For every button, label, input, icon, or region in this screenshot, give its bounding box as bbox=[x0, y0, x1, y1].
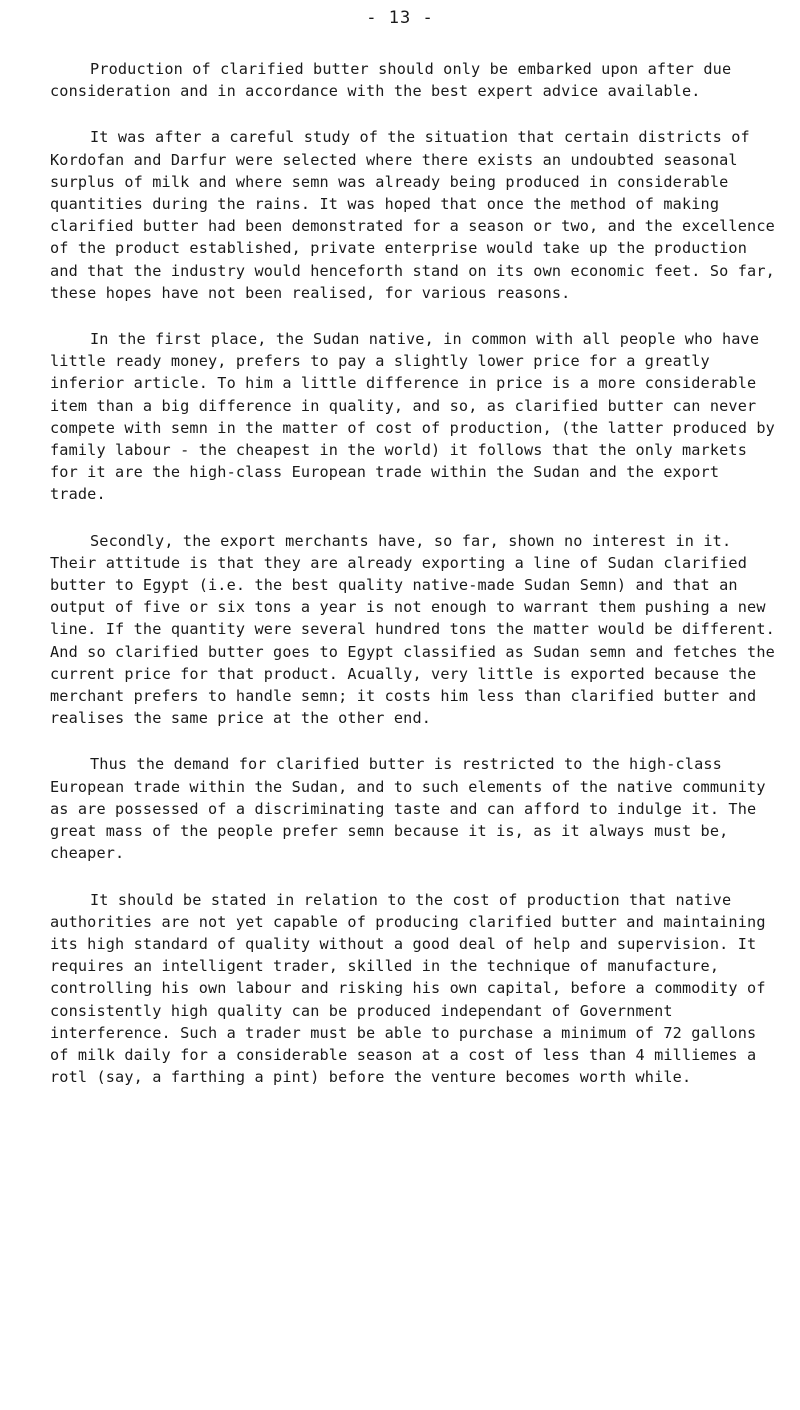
paragraph-4: Secondly, the export merchants have, so far, shown no interest in it. Their attitude is that they are already exporting a line of Sudan clarified butter to Egypt (i.e. the best quality native-made Sudan Semn) and that an output of five or six tons a year is not enough to warrant them pushing a new line. If the quantity were several hundred tons the matter would be different. And so clarified butter goes to Egypt classified as Sudan semn and fetches the current price for that product. Acually, very little is exported because the merchant prefers to handle semn; it costs him less than clarified butter and realises the same price at the other end. bbox=[50, 531, 775, 728]
page-number: - 13 - bbox=[366, 8, 434, 28]
paragraph-3: In the first place, the Sudan native, in common with all people who have little ready money, prefers to pay a slightly lower price for a greatly inferior article. To him a little difference in price is a more considerable item than a big difference in quality, and so, as clarified butter can never compete with semn in the matter of cost of production, (the latter produced by family labour - the cheapest in the world) it follows that the only markets for it are the high-class European trade within the Sudan and the export trade. bbox=[50, 330, 775, 504]
paragraph-5: Thus the demand for clarified butter is restricted to the high-class European trade within the Sudan, and to such elements of the native community as are possessed of a discriminating taste and can afford to indulge it. The great mass of the people prefer semn because it is, as it always must be, cheaper. bbox=[50, 755, 766, 863]
paragraph-6: It should be stated in relation to the cost of production that native authorities are not yet capable of producing clarified butter and maintaining its high standard of quality without a good deal of help and supervision. It requires an intelligent trader, skilled in the technique of manufacture, controlling his own labour and risking his own capital, before a commodity of consistently high quality can be produced independant of Government interference. Such a trader must be able to purchase a minimum of 72 gallons of milk daily for a considerable season at a cost of less than 4 milliemes a rotl (say, a farthing a pint) before the venture becomes worth while. bbox=[50, 890, 766, 1087]
body-text bbox=[50, 58, 778, 1112]
paragraph-2: It was after a careful study of the situation that certain districts of Kordofan and Darfur were selected where there exists an undoubted seasonal surplus of milk and where semn was already being produced in considerable quantities during the rains. It was hoped that once the method of making clarified butter had been demonstrated for a season or two, and the excellence of the product established, private enterprise would take up the production and that the industry would henceforth stand on its own economic feet. So far, these hopes have not been realised, for various reasons. bbox=[50, 128, 775, 302]
paragraph-1: Production of clarified butter should only be embarked upon after due consideration and in accordance with the best expert advice available. bbox=[50, 60, 732, 101]
